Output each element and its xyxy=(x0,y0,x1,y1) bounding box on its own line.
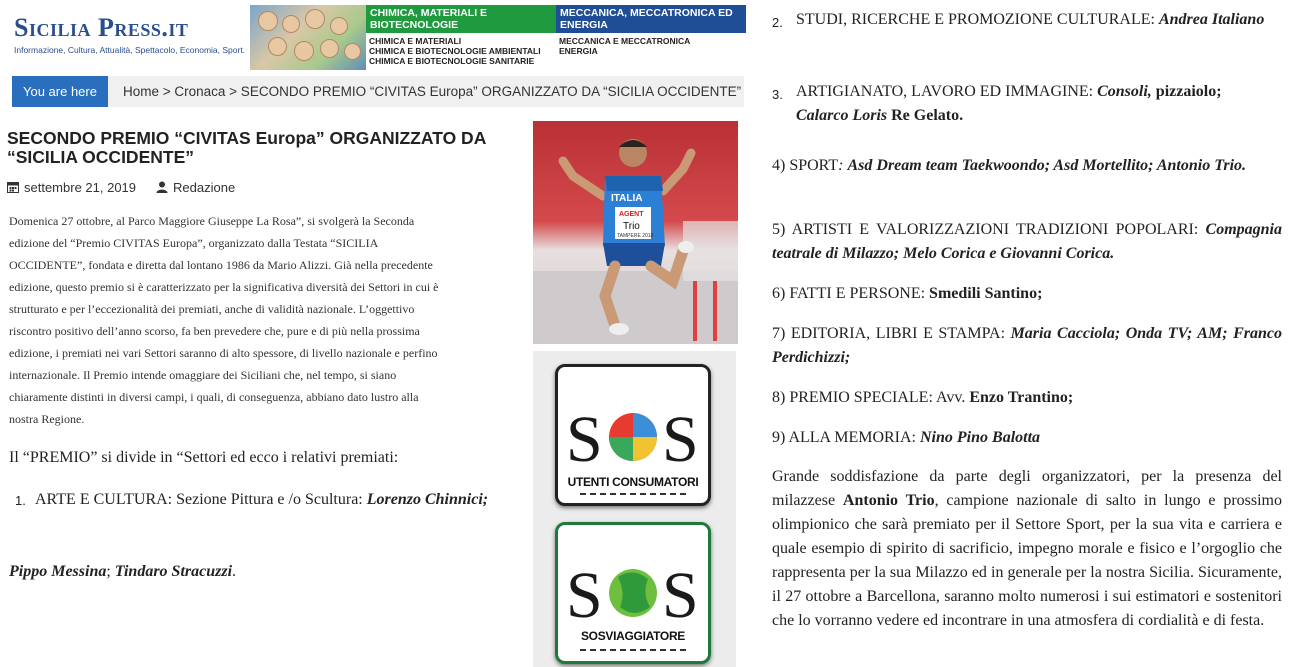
premio-item-2 xyxy=(772,8,1282,35)
breadcrumb-path[interactable]: Home > Cronaca > SECONDO PREMIO “CIVITAS Europa” ORGANIZZATO DA “SICILIA OCCIDENTE” xyxy=(123,84,742,99)
highlight-name: Antonio Trio xyxy=(842,492,935,509)
winner-name: Tindaro Stracuzzi xyxy=(114,563,233,580)
item-label: ARTE E CULTURA: Sezione Pittura e /o Scultura: xyxy=(35,491,367,508)
breadcrumb xyxy=(12,76,744,107)
header-banner-ad[interactable] xyxy=(250,5,746,70)
item-label: 4) SPORT xyxy=(772,157,839,174)
premio-intro: Il “PREMIO” si divide in “Settori ed ecco i relativi premiati: xyxy=(9,449,399,466)
banner-students-photo xyxy=(250,5,366,70)
banner-meccanica xyxy=(556,5,746,70)
premio-item-1-continued xyxy=(9,561,524,583)
logo-title: Sicilia Press.it xyxy=(14,13,189,42)
banner-green-item: CHIMICA E BIOTECNOLOGIE SANITARIE xyxy=(369,56,535,66)
body-line: chiaramente distinti in diversi campi, i quali, di conseguenza, abbiano dato lustro alla xyxy=(9,390,419,404)
sos-utenti-consumatori-ad[interactable] xyxy=(555,364,711,506)
jersey-text: ITALIA xyxy=(611,193,643,204)
body-line: edizione, questo premio si è caratterizzato per la significativa diversità dei Settori in cui è xyxy=(9,280,439,294)
article-photo-athlete[interactable] xyxy=(533,121,738,344)
premio-item-7 xyxy=(772,322,1282,370)
item-label: 9) ALLA MEMORIA: xyxy=(772,429,920,446)
item-names: Lorenzo Chinnici; xyxy=(366,491,489,508)
winner-name: Consoli, xyxy=(1097,83,1152,100)
item-names: Andrea Italiano xyxy=(1158,11,1265,28)
item-names: Nino Pino Balotta xyxy=(920,429,1041,446)
winner-role: Re Gelato. xyxy=(887,107,964,124)
separator: . xyxy=(232,563,237,580)
sos-logo xyxy=(558,381,708,481)
closing-paragraph xyxy=(772,465,1282,633)
site-logo[interactable] xyxy=(14,14,244,58)
closing-text: , campione nazionale di salto in lungo e prossimo olimpionico che sarà premiato per il Settore Sport, per la sua vita e carriera e quale esempio di spirito di sacrificio, impegno morale e fisico e l’orgoglio che rappresenta per la sua Milazzo ed in generale per la nostra Sicilia. Sicuramente, il 27 ottobre a Barcellona, saranno molto numerosi i sui estimatori e sostenitori che lo vorranno vedere ed incontrare in una atmosfera di cordialità e di festa. xyxy=(772,492,1283,629)
item-names: Smedili Santino; xyxy=(929,285,1043,302)
winner-name: Pippo Messina xyxy=(9,563,107,580)
article-date-text: settembre 21, 2019 xyxy=(24,180,137,195)
bib-name: Trio xyxy=(623,221,640,232)
premio-item-6 xyxy=(772,282,1282,306)
body-line: Domenica 27 ottobre, al Parco Maggiore Giuseppe La Rosa”, si svolgerà la Seconda xyxy=(9,214,415,228)
sos-letter-s: S xyxy=(566,559,603,632)
body-line: riscontro positivo dell’anno scorso, fa ben prevedere che, pure e di più nella prossima xyxy=(9,324,420,338)
premio-item-4 xyxy=(772,154,1282,178)
logo-tagline: Informazione, Cultura, Attualità, Spettacolo, Economia, Sport. xyxy=(14,45,246,55)
bib-sponsor: AGENT xyxy=(619,211,644,218)
item-names: Maria Cacciola; Onda TV; AM; Franco Perdichizzi; xyxy=(772,325,1282,366)
item-number: 1. xyxy=(15,493,26,508)
premio-item-1 xyxy=(15,488,520,512)
body-line: internazionale. Il Premio intende omaggiare dei Siciliani che, nel tempo, si siano xyxy=(9,368,397,382)
user-icon xyxy=(156,181,168,193)
sos-letter-s: S xyxy=(662,559,699,632)
article-title: SECONDO PREMIO “CIVITAS Europa” ORGANIZZATO DA “SICILIA OCCIDENTE” xyxy=(7,128,486,167)
premio-item-8 xyxy=(772,386,1282,410)
sos-viaggiatore-ad[interactable] xyxy=(555,522,711,664)
item-label: 5) ARTISTI E VALORIZZAZIONI TRADIZIONI POPOLARI: xyxy=(772,221,1206,238)
breadcrumb-label: You are here xyxy=(12,76,108,107)
banner-green-heading: CHIMICA, MATERIALI E BIOTECNOLOGIE xyxy=(366,5,556,33)
item-number: 2. xyxy=(772,15,783,30)
separator: ; xyxy=(106,563,115,580)
item-colon: : xyxy=(838,157,848,174)
item-names: Compagnia teatrale di Milazzo; Melo Corica e Giovanni Corica. xyxy=(772,221,1282,262)
sidebar-ads xyxy=(533,351,736,667)
ad-divider xyxy=(580,649,686,651)
item-label: STUDI, RICERCHE E PROMOZIONE CULTURALE: xyxy=(796,11,1159,28)
bib-sub: TAMPERE 2018 xyxy=(617,233,654,239)
item-names: Asd Dream team Taekwoondo; Asd Mortellito; Antonio Trio. xyxy=(847,157,1247,174)
ad-caption: SOSVIAGGIATORE xyxy=(580,629,686,643)
sos-logo xyxy=(558,537,708,637)
body-line: strutturato e per l’eccezionalità dei premiati, anche di validità nazionale. L’oggettivo xyxy=(9,302,415,316)
article-body xyxy=(9,210,519,430)
item-label: 8) PREMIO SPECIALE: Avv. xyxy=(772,389,970,406)
banner-blue-item: MECCANICA E MECCATRONICA xyxy=(559,36,691,46)
premio-item-9 xyxy=(772,426,1282,450)
closing-text: Grande soddisfazione da parte degli organizzatori, per la presenza del milazzese xyxy=(772,468,1282,509)
article-date xyxy=(7,180,136,195)
banner-green-item: CHIMICA E MATERIALI xyxy=(369,36,462,46)
item-label: ARTIGIANATO, LAVORO ED IMMAGINE: xyxy=(796,83,1098,100)
item-number: 3. xyxy=(772,87,783,102)
banner-blue-item: ENERGIA xyxy=(559,46,598,56)
item-label: 6) FATTI E PERSONE: xyxy=(772,285,930,302)
item-names: Enzo Trantino; xyxy=(969,389,1074,406)
premio-item-5 xyxy=(772,218,1282,266)
banner-green-item: CHIMICA E BIOTECNOLOGIE AMBIENTALI xyxy=(369,46,541,56)
body-line: edizione, i premiati nei vari Settori saranno di alto spessore, di livello nazionale e perfino xyxy=(9,346,438,360)
banner-chimica xyxy=(366,5,556,70)
ad-divider xyxy=(580,493,686,495)
athlete-jumping-image xyxy=(533,121,738,344)
sos-letter-s: S xyxy=(662,403,699,476)
ad-caption: UTENTI CONSUMATORI xyxy=(567,475,699,489)
article-meta xyxy=(7,180,235,195)
article-author-text: Redazione xyxy=(173,180,236,195)
item-label: 7) EDITORIA, LIBRI E STAMPA: xyxy=(772,325,1011,342)
body-line: OCCIDENTE”, fondata e diretta dal lontano 1986 da Mario Alizzi. Già nella precedente xyxy=(9,258,433,272)
sos-letter-s: S xyxy=(566,403,603,476)
premio-item-3 xyxy=(772,80,1282,128)
banner-blue-heading: MECCANICA, MECCATRONICA ED ENERGIA xyxy=(556,5,746,33)
article-author[interactable] xyxy=(156,180,235,195)
body-line: nostra Regione. xyxy=(9,412,85,426)
calendar-icon xyxy=(7,181,19,193)
winner-role: pizzaiolo; xyxy=(1151,83,1222,100)
body-line: edizione del “Premio CIVITAS Europa”, organizzato dalla Testata “SICILIA xyxy=(9,236,379,250)
winner-name: Calarco Loris xyxy=(796,107,888,124)
